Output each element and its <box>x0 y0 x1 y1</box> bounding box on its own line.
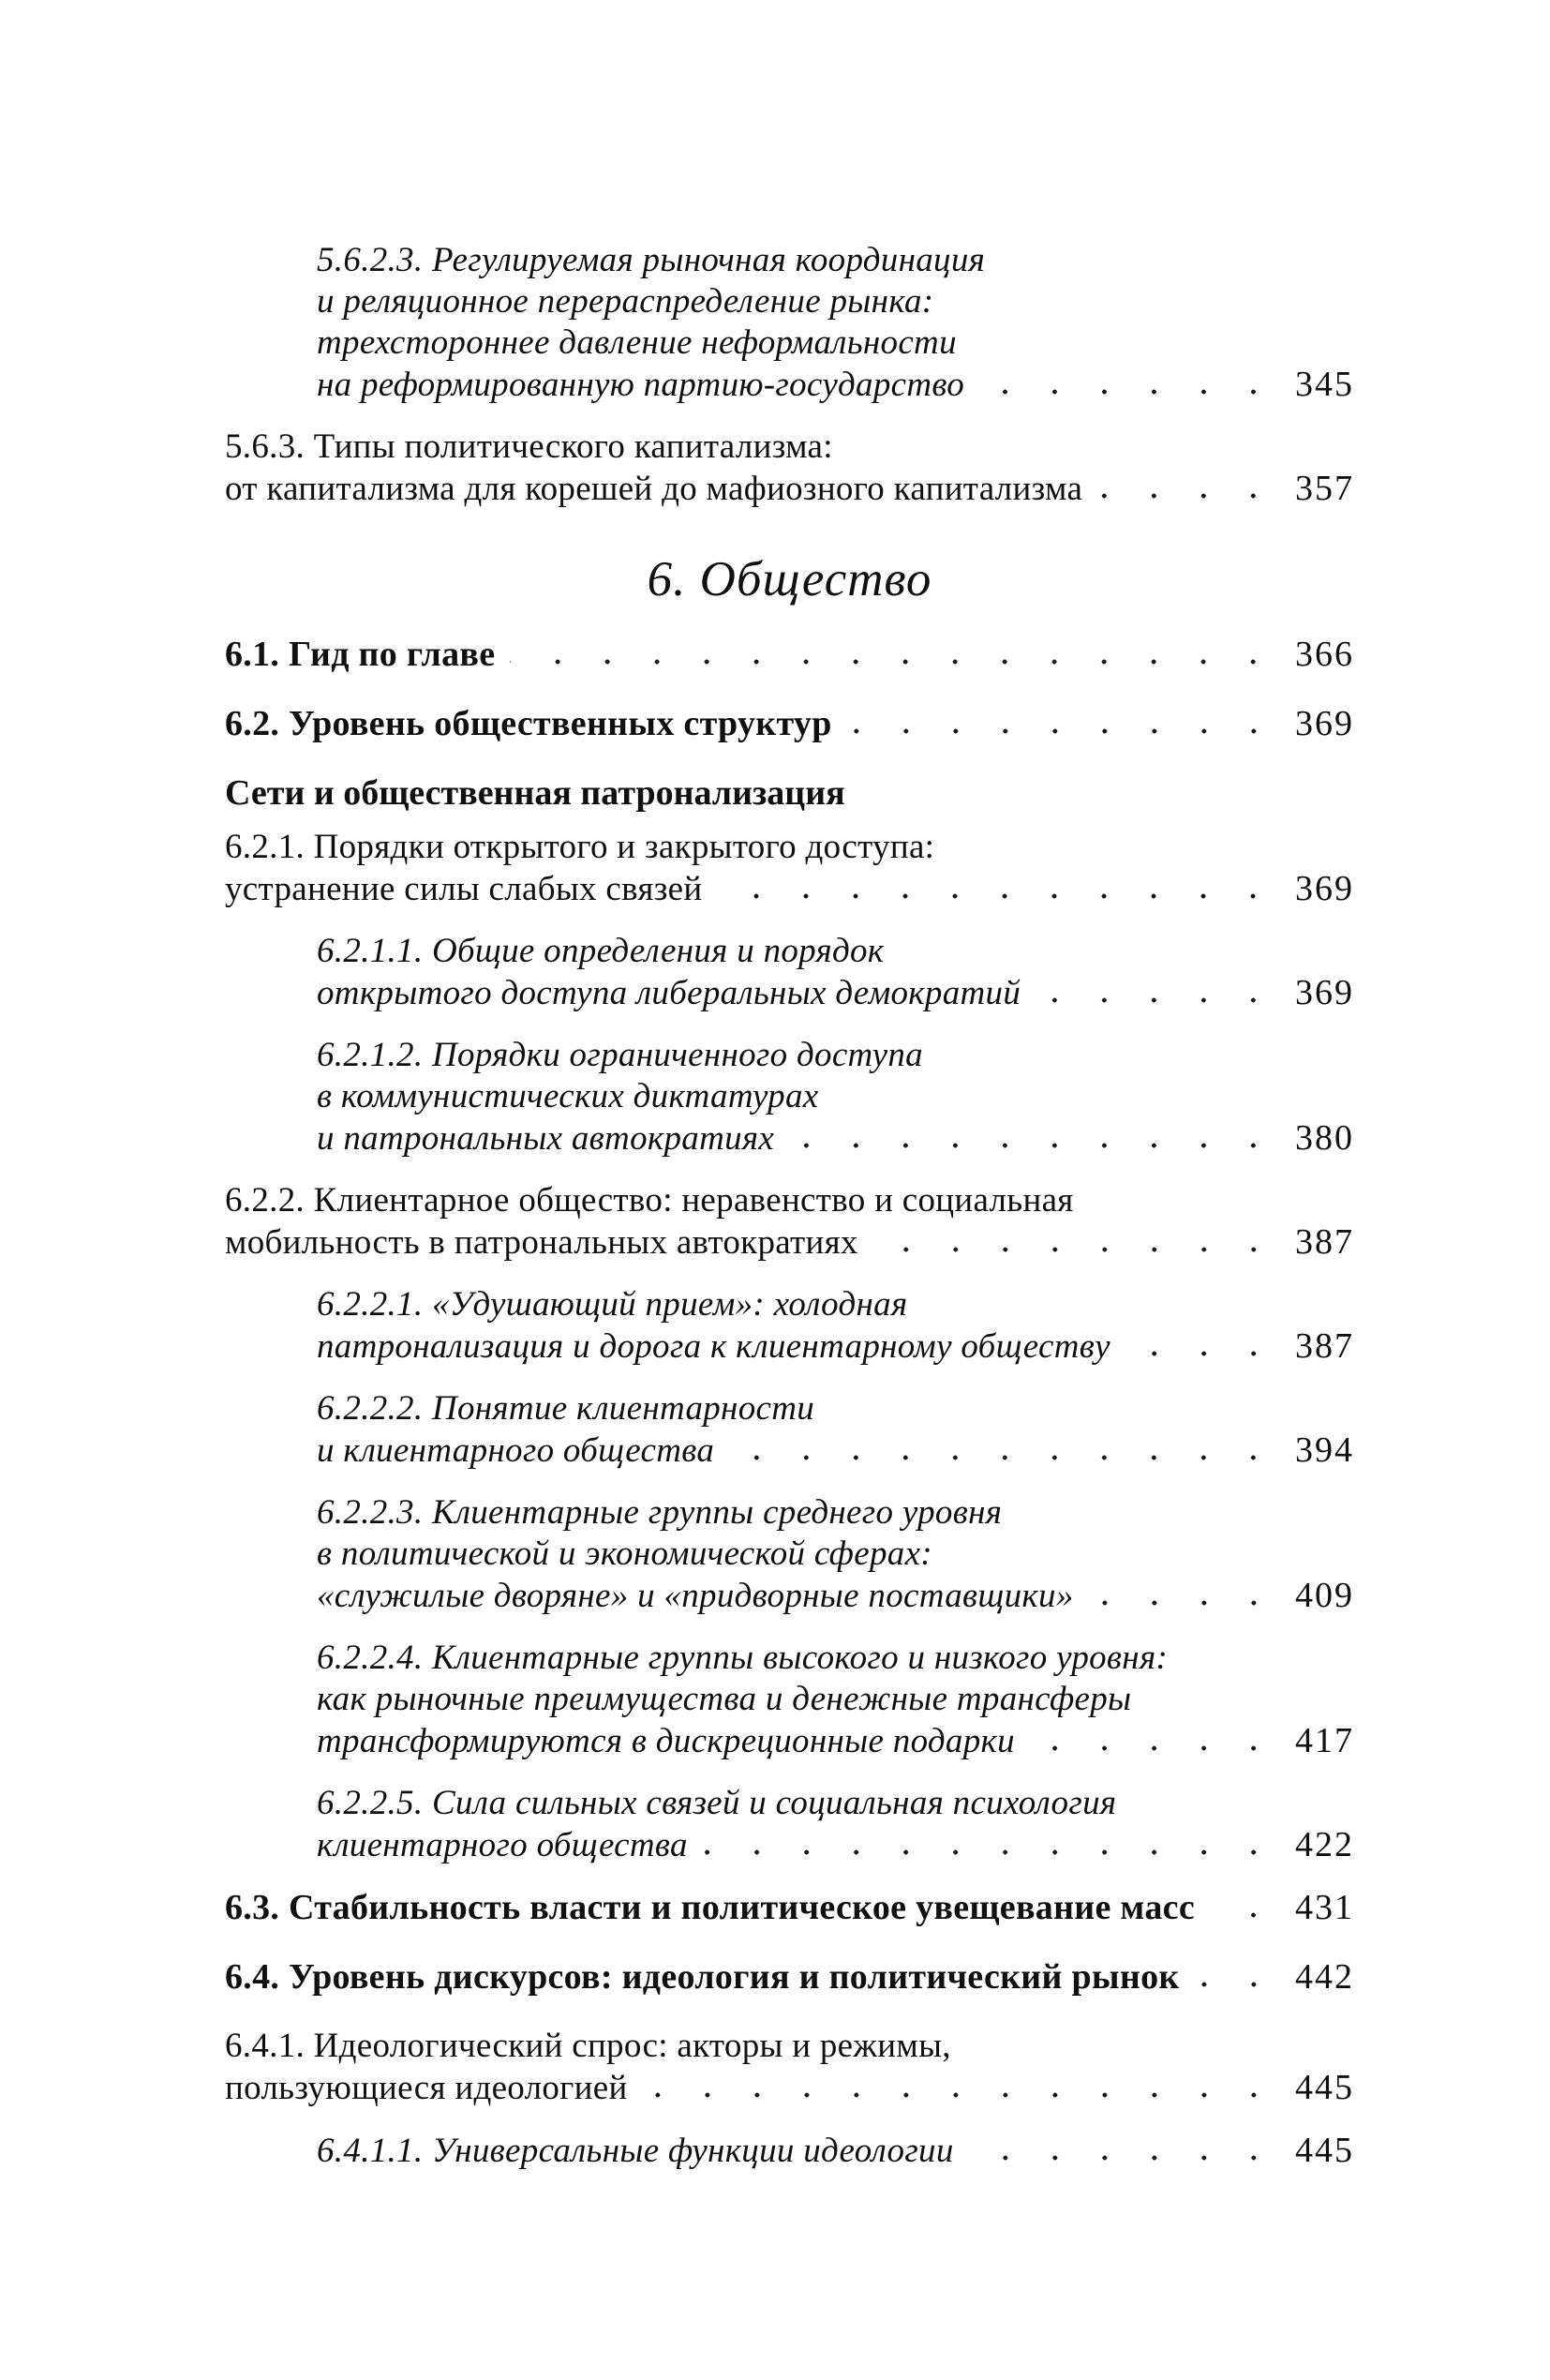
toc-entry <box>225 1956 1354 1998</box>
toc-entry-text: и патрональных автократиях <box>317 1119 775 1158</box>
toc-entry-line <box>317 2130 1354 2172</box>
toc-entry-text: как рыночные преимущества и денежные трансферы <box>317 1680 1132 1718</box>
toc-entry-line <box>317 322 1354 364</box>
toc-entry-text: трансформируются в дискреционные подарки <box>317 1722 1015 1760</box>
toc-entry-line <box>317 1325 1354 1368</box>
page-number: 422 <box>1295 1825 1354 1864</box>
dot-leader <box>1195 1981 1278 1988</box>
dot-leader <box>1125 1350 1278 1357</box>
dot-leader <box>789 1142 1278 1149</box>
toc-entry <box>225 1887 1354 1928</box>
toc-entry-text: 6.1. Гид по главе <box>225 635 496 674</box>
toc-entry-line <box>317 1388 1354 1429</box>
toc-entry-line <box>317 364 1354 406</box>
chapter-heading: 6. Общество <box>647 552 932 606</box>
toc-entry-text: мобильность в патрональных автократиях <box>225 1223 858 1262</box>
page-number: 357 <box>1295 469 1354 508</box>
dot-leader <box>1030 1744 1278 1752</box>
toc-entry-text: 6.2.1. Порядки открытого и закрытого доступа: <box>225 828 935 866</box>
toc-entry-text: 6.2.1.1. Общие определения и порядок <box>317 932 885 970</box>
toc-entry-line <box>317 1429 1354 1472</box>
toc-entry-text: 6.4.1.1. Универсальные функции идеологии <box>317 2132 954 2170</box>
dot-leader <box>979 388 1278 396</box>
toc-entry-text: на реформированную партию-государство <box>317 366 965 404</box>
toc-entry-line <box>317 1720 1354 1762</box>
toc-entry <box>317 931 1354 1014</box>
page-number: 417 <box>1295 1721 1354 1760</box>
dot-leader <box>1089 1599 1278 1607</box>
toc-entry-text: «служилые дворяне» и «придворные поставщики» <box>317 1577 1074 1615</box>
toc-entry-line <box>317 240 1354 281</box>
toc-entry-line <box>225 427 1354 468</box>
toc-entry-text: от капитализма для корешей до мафиозного капитализма <box>225 470 1083 508</box>
toc-entry <box>225 427 1354 510</box>
toc-entry-text: 6.2.2.1. «Удушающий прием»: холодная <box>317 1285 908 1324</box>
toc-entry-text: в политической и экономической сферах: <box>317 1534 932 1573</box>
toc-entry-line <box>225 1180 1354 1221</box>
toc-entry-text: трехстороннее давление неформальности <box>317 323 957 362</box>
toc-entry-text: 6.4. Уровень дискурсов: идеология и политический рынок <box>225 1957 1180 1997</box>
page-number: 369 <box>1295 869 1354 908</box>
toc-entry-line <box>317 1783 1354 1824</box>
toc-entry <box>225 827 1354 910</box>
toc-entry-text: 6.4.1. Идеологический спрос: акторы и режимы, <box>225 2027 951 2065</box>
dot-leader <box>1210 1911 1278 1919</box>
toc-entry-text: 6.2.1.2. Порядки ограниченного доступа <box>317 1036 923 1074</box>
toc-entry <box>317 1783 1354 1866</box>
toc-entry-line <box>225 468 1354 510</box>
toc-entry-line <box>317 1284 1354 1325</box>
toc-entry-line <box>317 972 1354 1014</box>
toc-entry-text: 5.6.3. Типы политического капитализма: <box>225 427 833 466</box>
dot-leader <box>703 1849 1278 1856</box>
toc-entry-line <box>225 1221 1354 1264</box>
toc-entry <box>225 2026 1354 2109</box>
toc-entry <box>317 1284 1354 1368</box>
dot-leader <box>873 1246 1278 1253</box>
toc-entry-line <box>225 868 1354 910</box>
page-number: 387 <box>1295 1326 1354 1366</box>
toc-entry-text: пользующиеся идеологией <box>225 2069 628 2107</box>
page-number: 442 <box>1295 1957 1354 1997</box>
toc-entry-text: 6.2.2.5. Сила сильных связей и социальная психология <box>317 1784 1117 1822</box>
toc-entry <box>225 703 1354 744</box>
page-number: 345 <box>1295 365 1354 404</box>
page-number: 445 <box>1295 2068 1354 2107</box>
toc-entry-line <box>317 931 1354 972</box>
toc-entry <box>317 1035 1354 1160</box>
toc-entry-text: 6.2. Уровень общественных структур <box>225 704 832 743</box>
page-number: 366 <box>1295 635 1354 674</box>
toc-entry <box>317 240 1354 406</box>
toc-entry <box>317 1492 1354 1617</box>
toc-entry-text: открытого доступа либеральных демократий <box>317 974 1021 1012</box>
toc-entry-text: 6.2.2.4. Клиентарные группы высокого и низкого уровня: <box>317 1639 1169 1677</box>
dot-leader <box>969 2154 1278 2162</box>
dot-leader <box>1097 492 1278 500</box>
dot-leader <box>717 892 1278 900</box>
toc-entry <box>225 634 1354 675</box>
dot-leader <box>729 1454 1278 1461</box>
toc-entry-line <box>317 1638 1354 1679</box>
toc-entry-line <box>225 827 1354 868</box>
toc-entry-text: клиентарного общества <box>317 1826 688 1864</box>
page-number: 369 <box>1295 973 1354 1012</box>
toc-entry-text: 6.2.2.3. Клиентарные группы среднего уровня <box>317 1493 1003 1532</box>
toc-entry-line <box>317 1575 1354 1617</box>
toc-entry <box>317 1388 1354 1472</box>
toc-entry-text: и реляционное перераспределение рынка: <box>317 282 934 321</box>
page-number: 369 <box>1295 704 1354 743</box>
toc-entry-line <box>225 1887 1354 1928</box>
toc-entry-text: 6.2.2. Клиентарное общество: неравенство и социальная <box>225 1181 1074 1220</box>
page-number: 445 <box>1295 2131 1354 2170</box>
toc-entry-line <box>317 1492 1354 1534</box>
section-subheading: Сети и общественная патронализация <box>225 773 845 813</box>
page-number: 380 <box>1295 1118 1354 1158</box>
toc-entry-line <box>317 1824 1354 1866</box>
toc-entry-line <box>317 281 1354 322</box>
dot-leader <box>847 727 1278 735</box>
toc-entry-line <box>225 1956 1354 1998</box>
toc-entry-line <box>317 1035 1354 1076</box>
toc-entry-text: патронализация и дорога к клиентарному обществу <box>317 1327 1110 1366</box>
toc-entry-text: в коммунистических диктатурах <box>317 1077 819 1115</box>
toc-entry-text: 5.6.2.3. Регулируемая рыночная координация <box>317 241 986 279</box>
toc-entry-line <box>225 2026 1354 2067</box>
toc-entry-text: устранение силы слабых связей <box>225 870 703 908</box>
page-number: 409 <box>1295 1576 1354 1615</box>
page-number: 431 <box>1295 1888 1354 1927</box>
toc-entry-line <box>317 1117 1354 1160</box>
toc-entry <box>225 1180 1354 1264</box>
toc-entry-line <box>317 1076 1354 1117</box>
toc-entry-line <box>317 1534 1354 1575</box>
toc-entry-line <box>225 2067 1354 2109</box>
toc-entry-line <box>317 1679 1354 1720</box>
toc-entry <box>317 2130 1354 2172</box>
dot-leader <box>1036 996 1278 1004</box>
toc-entry-text: и клиентарного общества <box>317 1431 715 1470</box>
toc-entry <box>317 1638 1354 1762</box>
toc-entry-text: 6.3. Стабильность власти и политическое увещевание масс <box>225 1888 1195 1927</box>
toc-entry-line <box>225 634 1354 675</box>
dot-leader <box>643 2091 1278 2099</box>
toc <box>225 240 1354 2172</box>
page-number: 387 <box>1295 1222 1354 1262</box>
dot-leader <box>510 658 1278 666</box>
page-number: 394 <box>1295 1430 1354 1470</box>
toc-entry-line <box>225 703 1354 744</box>
toc-entry-text: 6.2.2.2. Понятие клиентарности <box>317 1389 815 1428</box>
